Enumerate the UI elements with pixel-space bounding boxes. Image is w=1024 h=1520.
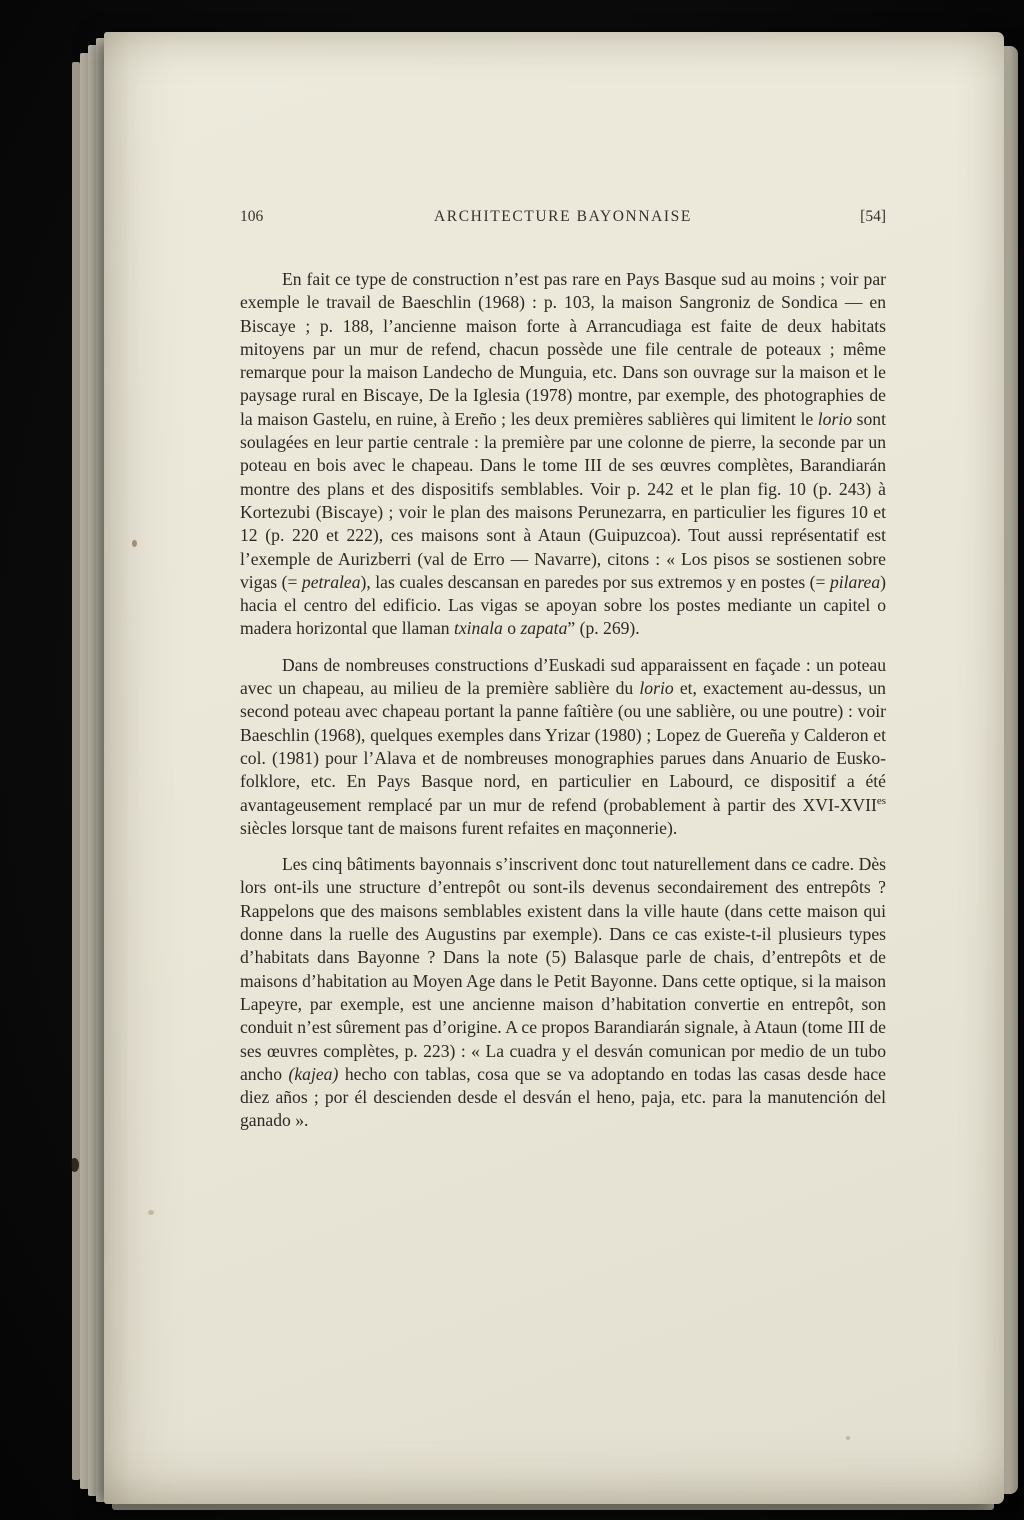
text-segment: (kajea) bbox=[288, 1063, 339, 1084]
text-segment: sont soulagées en leur partie centrale : la première par une colonne de pierre, la seconde par un poteau en bois avec le chapeau. Dans le tome III de ses œuvres complètes, Barandiarán montre des plans et des dispositifs semblables. Voir p. 242 et le plan fig. 10 (p. 243) à Kortezubi (Biscaye) ; voir le plan des maisons Perunezarra, en particulier les figures 10 et 12 (p. 220 et 222), ces maisons sont à Ataun (Guipuzcoa). Tout aussi représentatif est l’exemple de Aurizberri (val de Erro — Navarre), citons : « Los pisos se sostienen sobre vigas (= bbox=[240, 408, 886, 592]
page-edge-stain bbox=[70, 1158, 79, 1172]
text-block bbox=[240, 268, 886, 1133]
text-segment: petralea bbox=[301, 571, 361, 592]
text-segment: ), las cuales descansan en paredes por sus extremos y en postes (= bbox=[360, 571, 830, 592]
text-segment: o bbox=[502, 618, 521, 639]
paper-speck bbox=[148, 1210, 154, 1215]
folio-number: [54] bbox=[860, 208, 886, 225]
text-segment: siècles lorsque tant de maisons furent refaites en maçonnerie). bbox=[240, 817, 678, 838]
text-segment: En fait ce type de construction n’est pas rare en Pays Basque sud au moins ; voir par exemple le travail de Baeschlin (1968) : p. 103, la maison Sangroniz de Sondica — en Biscaye ; p. 188, l’ancienne maison forte à Arrancudiaga est faite de deux habitats mitoyens par un mur de refend, chacun possède une file centrale de poteaux ; même remarque pour la maison Landecho de Munguia, etc. Dans son ouvrage sur la maison et le paysage rural en Biscaye, De la Iglesia (1978) montre, par exemple, des photographies de la maison Gastelu, en ruine, à Ereño ; les deux premières sablières qui limitent le bbox=[240, 269, 886, 429]
text-segment: hecho con tablas, cosa que se va adoptando en todas las casas desde hace diez años ; por él descienden desde el desván el heno, paja, etc. para la manutención del ganado ». bbox=[240, 1063, 886, 1131]
book-page bbox=[104, 32, 1004, 1504]
text-segment: et, exactement au-dessus, un second poteau avec chapeau portant la panne faîtière (ou une sablière, ou une poutre) : voir Baeschlin (1968), quelques exemples dans Yrizar (1980) ; Lopez de Guereña y Calderon et col. (1981) pour l’Alava et de nombreuses monographies parues dans Anuario de Eusko-folklore, etc. En Pays Basque nord, en particulier en Labourd, ce dispositif a été avantageusement remplacé par un mur de refend (probablement à partir des XVI-XVII bbox=[240, 678, 886, 815]
text-segment: lorio bbox=[639, 678, 674, 699]
text-segment: Les cinq bâtiments bayonnais s’inscrivent donc tout naturellement dans ce cadre. Dès lors ont-ils une structure d’entrepôt ou sont-ils devenus secondairement des entrepôts ? Rappelons que des maisons semblables existent dans la ville haute (dans cette maison qui donne dans la ruelle des Augustins par exemple). Dans ce cas existe-t-il plusieurs types d’habitats dans Bayonne ? Dans la note (5) Balasque parle de chais, d’entrepôts et de maisons d’habitation au Moyen Age dans le Petit Bayonne. Dans cette optique, si la maison Lapeyre, par exemple, est une ancienne maison d’habitation convertie en entrepôt, son conduit n’est sûrement pas d’origine. A ce propos Barandiarán signale, à Ataun (tome III de ses œuvres complètes, p. 223) : « La cuadra y el desván comunican por medio de un tubo ancho bbox=[240, 854, 886, 1084]
text-segment: txinala bbox=[453, 618, 503, 639]
paragraph bbox=[240, 853, 886, 1133]
running-head bbox=[240, 208, 886, 226]
paragraph bbox=[240, 268, 886, 641]
paragraph bbox=[240, 654, 886, 840]
paper-speck bbox=[132, 540, 137, 547]
page-content bbox=[240, 208, 886, 1133]
text-segment: es bbox=[876, 794, 886, 807]
text-segment: ) hacia el centro del edificio. Las vigas se apoyan sobre los postes mediante un capitel o madera horizontal que llaman bbox=[240, 571, 886, 639]
page-number: 106 bbox=[240, 208, 264, 225]
text-segment: lorio bbox=[817, 408, 853, 429]
page-stack-edge bbox=[72, 62, 80, 1480]
text-segment: zapata bbox=[520, 618, 568, 639]
paper-speck bbox=[846, 1436, 850, 1440]
text-segment: ” (p. 269). bbox=[567, 618, 640, 639]
text-segment: pilarea bbox=[829, 571, 881, 592]
running-title: ARCHITECTURE BAYONNAISE bbox=[434, 208, 692, 225]
text-segment: Dans de nombreuses constructions d’Euskadi sud apparaissent en façade : un poteau avec un chapeau, au milieu de la première sablière du bbox=[240, 654, 886, 699]
